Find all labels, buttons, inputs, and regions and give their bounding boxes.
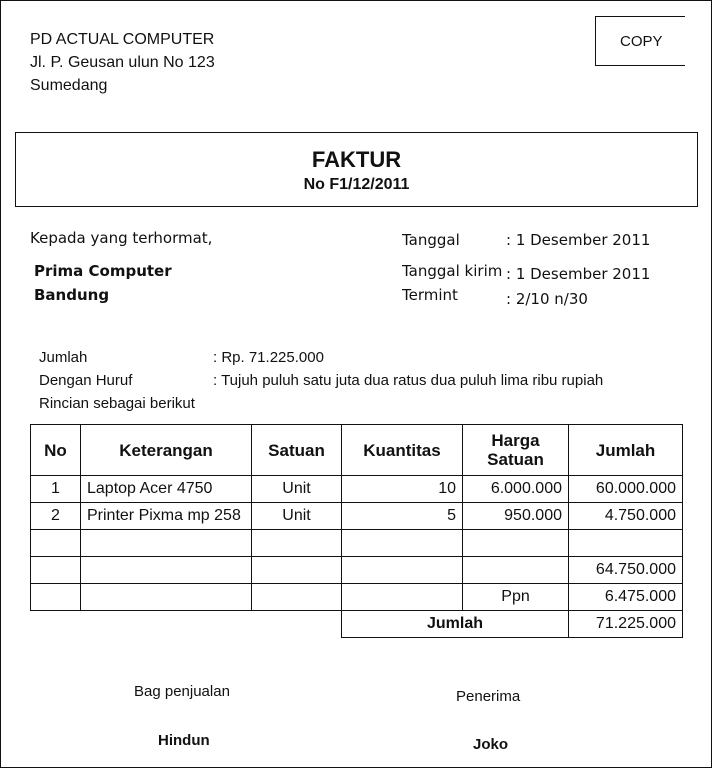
table-row-subtotal xyxy=(31,557,683,584)
table-row xyxy=(31,503,683,530)
copy-stamp xyxy=(595,16,685,66)
empty-cell xyxy=(252,584,342,611)
table-row-ppn xyxy=(31,584,683,611)
ppn-value: 6.475.000 xyxy=(569,584,683,611)
ppn-label: Ppn xyxy=(463,584,569,611)
row-kuantitas: 10 xyxy=(342,476,463,503)
title-box xyxy=(15,132,698,207)
empty-cell xyxy=(342,584,463,611)
row-satuan: Unit xyxy=(252,476,342,503)
empty-cell xyxy=(31,557,81,584)
huruf-value: : Tujuh puluh satu juta dua ratus dua puluh lima ribu rupiah xyxy=(213,372,604,389)
empty-cell xyxy=(31,584,81,611)
tanggal-kirim-label: Tanggal kirim xyxy=(402,262,503,280)
row-no: 1 xyxy=(31,476,81,503)
huruf-label: Dengan Huruf xyxy=(39,372,133,389)
row-harga: 950.000 xyxy=(463,503,569,530)
blank-cell xyxy=(252,611,342,638)
header-kuantitas: Kuantitas xyxy=(342,425,463,476)
seller-name: Hindun xyxy=(158,732,210,749)
empty-cell xyxy=(81,584,252,611)
table-row xyxy=(31,476,683,503)
header-keterangan: Keterangan xyxy=(81,425,252,476)
jumlah-label: Jumlah xyxy=(39,349,88,366)
rincian-text: Rincian sebagai berikut xyxy=(39,395,195,412)
empty-cell xyxy=(81,530,252,557)
subtotal-value: 64.750.000 xyxy=(569,557,683,584)
receiver-name: Joko xyxy=(473,736,509,753)
row-jumlah: 4.750.000 xyxy=(569,503,683,530)
company-city: Sumedang xyxy=(30,77,108,94)
row-jumlah: 60.000.000 xyxy=(569,476,683,503)
empty-cell xyxy=(81,557,252,584)
tanggal-kirim-value: : 1 Desember 2011 xyxy=(506,265,651,283)
items-table xyxy=(30,424,683,638)
company-address: Jl. P. Geusan ulun No 123 xyxy=(30,54,215,71)
header-harga-line2: Satuan xyxy=(487,450,544,469)
header-harga-line1: Harga xyxy=(491,431,540,450)
empty-cell xyxy=(31,530,81,557)
row-harga: 6.000.000 xyxy=(463,476,569,503)
recipient-city: Bandung xyxy=(34,286,110,304)
company-header xyxy=(30,28,215,97)
row-no: 2 xyxy=(31,503,81,530)
blank-cell xyxy=(31,611,81,638)
row-keterangan: Laptop Acer 4750 xyxy=(81,476,252,503)
empty-cell xyxy=(342,557,463,584)
row-keterangan: Printer Pixma mp 258 xyxy=(81,503,252,530)
empty-cell xyxy=(252,557,342,584)
table-row-total xyxy=(31,611,683,638)
empty-cell xyxy=(463,557,569,584)
invoice-title: FAKTUR xyxy=(311,147,402,172)
tanggal-label: Tanggal xyxy=(402,231,460,249)
row-satuan: Unit xyxy=(252,503,342,530)
empty-cell xyxy=(252,530,342,557)
header-satuan: Satuan xyxy=(252,425,342,476)
seller-title: Bag penjualan xyxy=(134,683,230,700)
receiver-title: Penerima xyxy=(456,688,521,705)
jumlah-value: : Rp. 71.225.000 xyxy=(213,349,324,366)
blank-cell xyxy=(81,611,252,638)
total-value: 71.225.000 xyxy=(569,611,683,638)
company-name: PD ACTUAL COMPUTER xyxy=(30,31,215,48)
recipient-name: Prima Computer xyxy=(34,262,172,280)
header-no: No xyxy=(31,425,81,476)
table-header-row xyxy=(31,425,683,476)
greeting: Kepada yang terhormat, xyxy=(30,229,213,247)
tanggal-value: : 1 Desember 2011 xyxy=(506,231,651,249)
empty-cell xyxy=(463,530,569,557)
row-kuantitas: 5 xyxy=(342,503,463,530)
invoice-number: No F1/12/2011 xyxy=(303,176,410,193)
empty-cell xyxy=(569,530,683,557)
table-row-empty xyxy=(31,530,683,557)
empty-cell xyxy=(342,530,463,557)
termint-value: : 2/10 n/30 xyxy=(506,290,588,308)
copy-label: COPY xyxy=(620,33,663,50)
termint-label: Termint xyxy=(402,286,458,304)
total-label: Jumlah xyxy=(342,611,569,638)
header-harga-satuan xyxy=(463,425,569,476)
header-jumlah: Jumlah xyxy=(569,425,683,476)
